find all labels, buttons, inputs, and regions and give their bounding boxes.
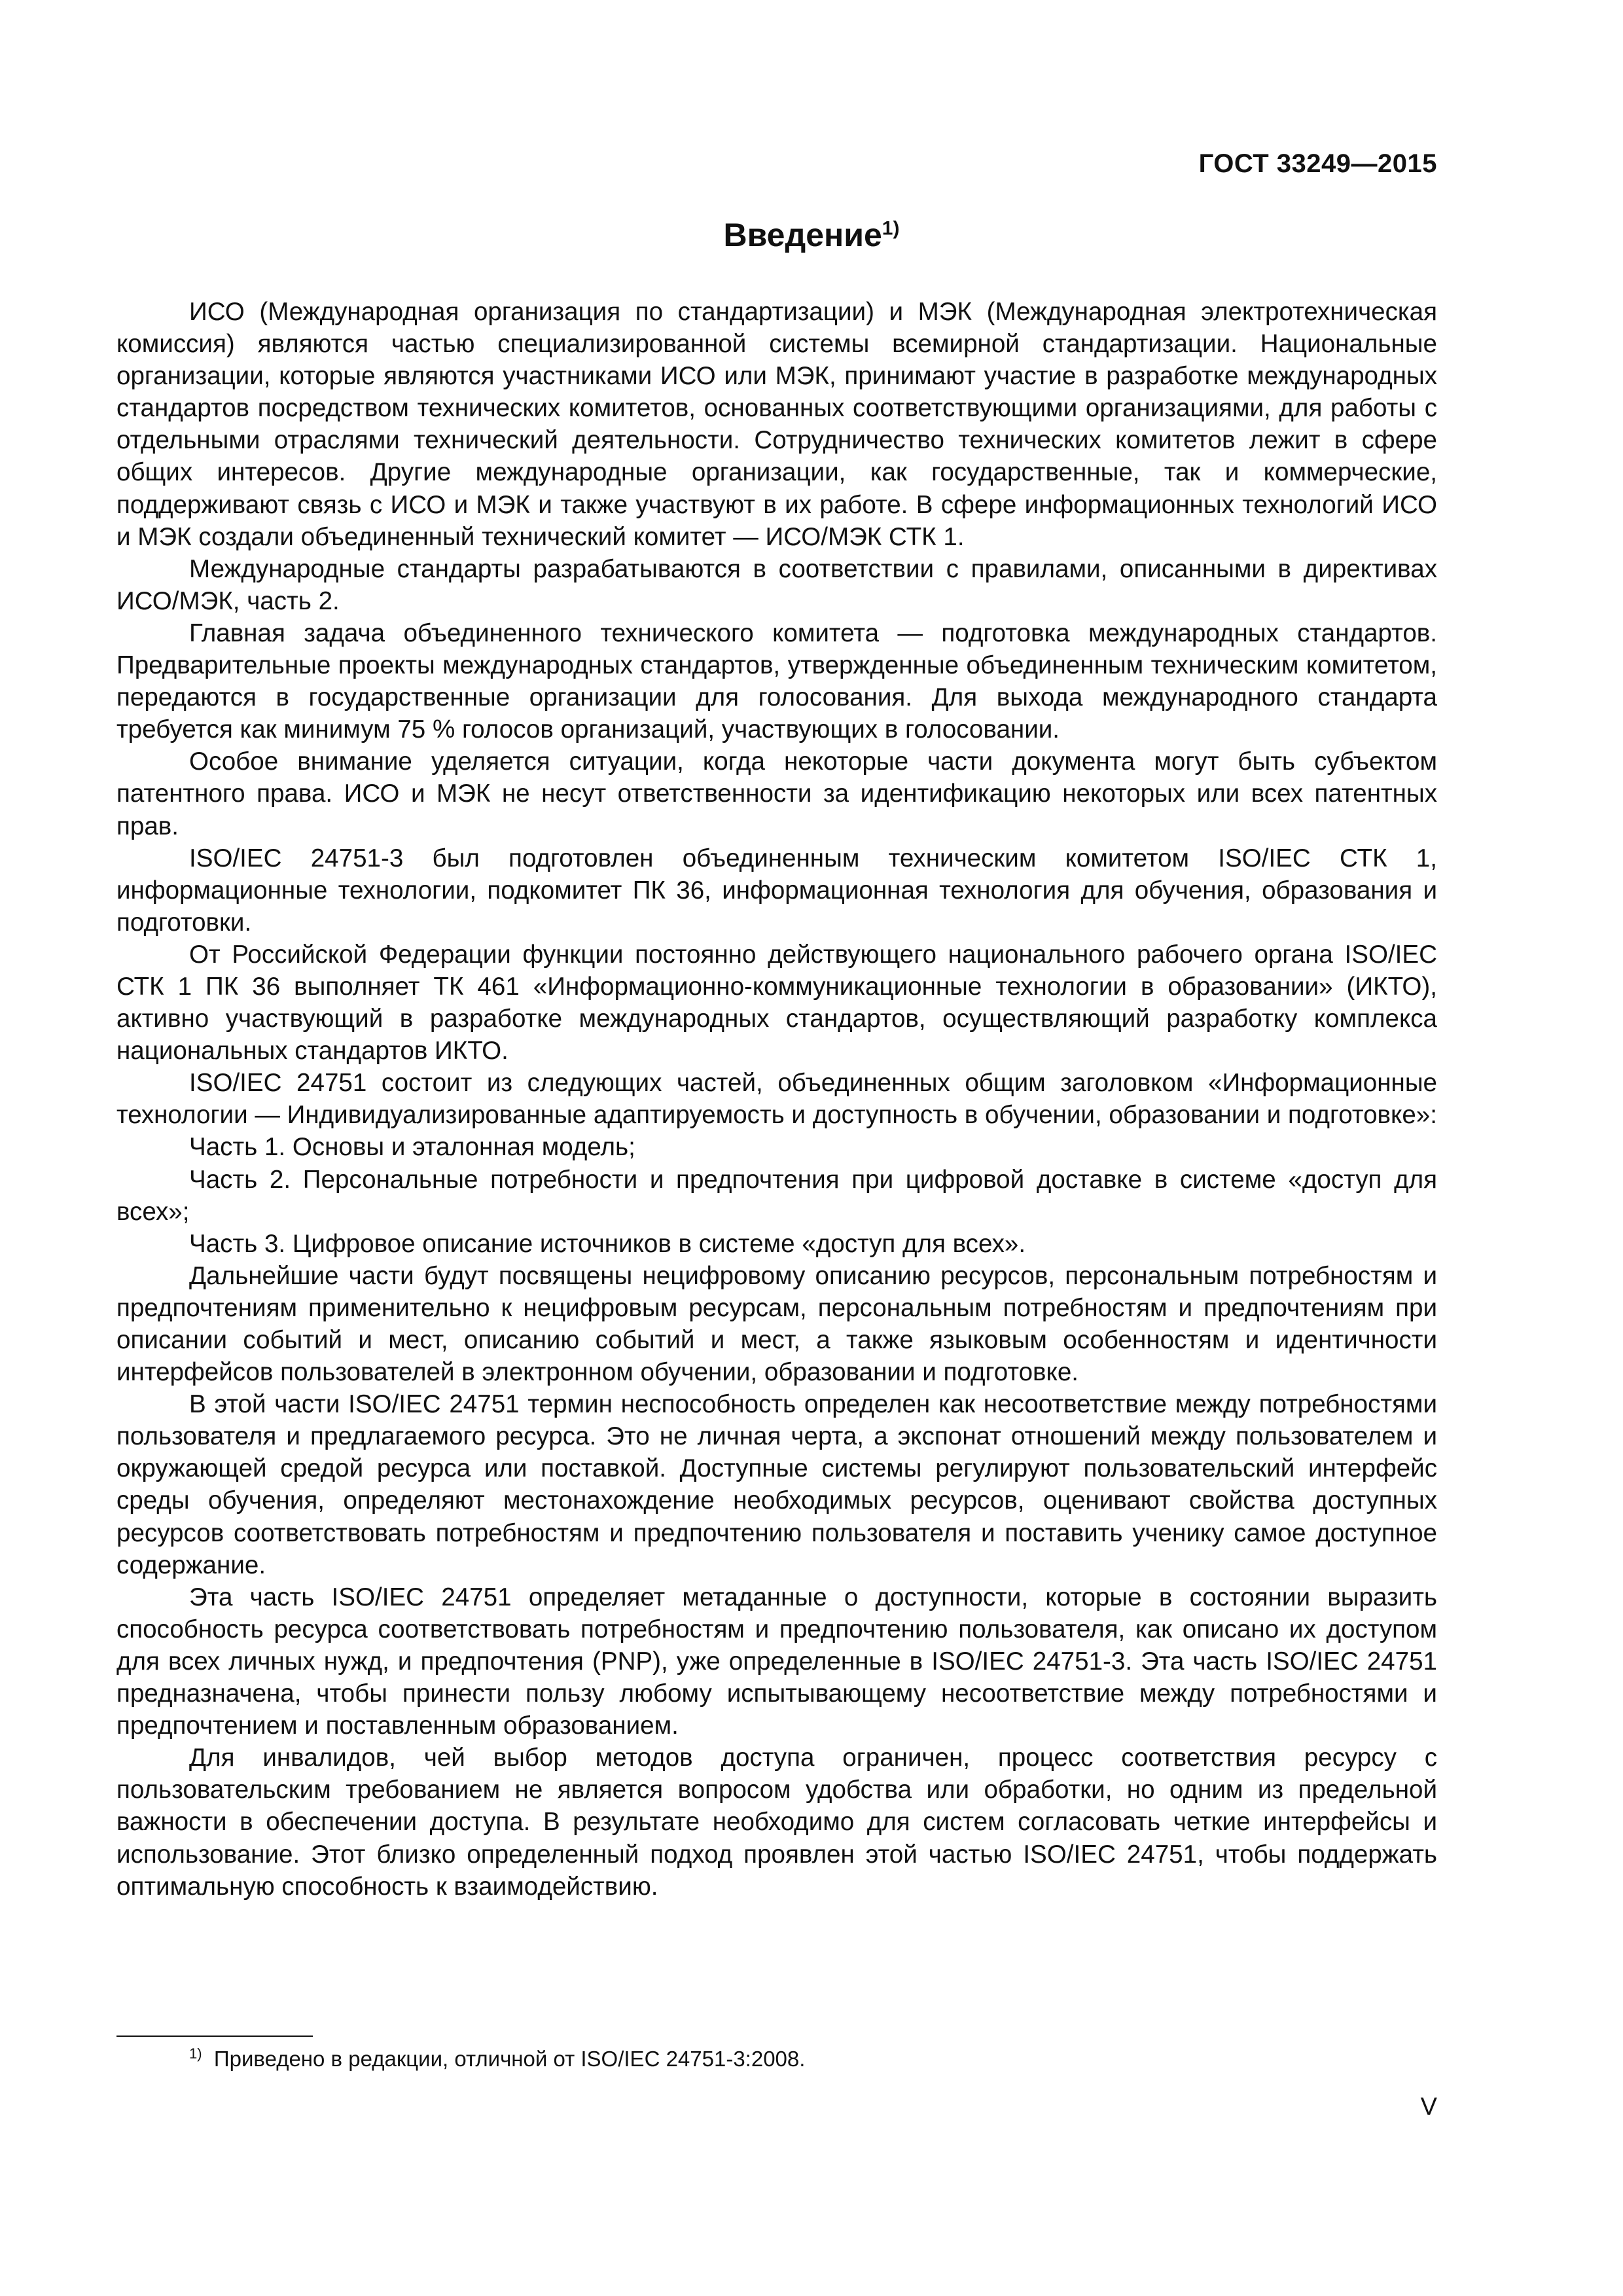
paragraph-patent-rights: Особое внимание уделяется ситуации, когда некоторые части документа могут быть субъектом патентного права. ИСО и МЭК не несут ответственности за идентификацию некоторых или всех патентных прав. <box>116 747 1437 840</box>
paragraph-prepared-by: ISO/IEC 24751-3 был подготовлен объединенным техническим комитетом ISO/IEC СТК 1, информационные технологии, подкомитет ПК 36, информационная технология для обучения, образования и подготовки. <box>116 844 1437 937</box>
footnote-mark: 1) <box>189 2045 202 2062</box>
paragraph-russian-federation: От Российской Федерации функции постоянно действующего национального рабочего органа ISO/IEC СТК 1 ПК 36 выполняет ТК 461 «Информационно-коммуникационные технологии в образовании» (ИКТО), активно участвующий в разработке международных стандартов, осуществляющий разработку комплекса национальных стандартов ИКТО. <box>116 940 1437 1066</box>
paragraph-directives: Международные стандарты разрабатываются в соответствии с правилами, описанными в директивах ИСО/МЭК, часть 2. <box>116 554 1437 615</box>
paragraph-part-3: Часть 3. Цифровое описание источников в системе «доступ для всех». <box>189 1229 1026 1258</box>
paragraph-committee-task: Главная задача объединенного технического комитета — подготовка международных стандартов. Предварительные проекты международных стандартов, утвержденные объединенным техническим комитетом, передаются в государственные организации для голосования. Для выхода международного стандарта требуется как минимум 75 % голосов организаций, участвующих в голосовании. <box>116 619 1437 744</box>
section-title <box>0 216 1623 254</box>
paragraph-parts-intro: ISO/IEC 24751 состоит из следующих частей, объединенных общим заголовком «Информационные технологии — Индивидуализированные адаптируемость и доступность в обучении, образовании и подготовке»: <box>116 1069 1437 1130</box>
section-title-text: Введение <box>723 217 882 253</box>
document-code: ГОСТ 33249—2015 <box>1198 149 1437 178</box>
paragraph-part-2: Часть 2. Персональные потребности и предпочтения при цифровой доставке в системе «доступ для всех»; <box>116 1165 1437 1226</box>
footnote-text: Приведено в редакции, отличной от ISO/IEC 24751-3:2008. <box>213 2047 806 2071</box>
paragraph-further-parts: Дальнейшие части будут посвящены нецифровому описанию ресурсов, персональным потребностям и предпочтениям применительно к нецифровым ресурсам, персональным потребностям и предпочтениям при описании событий и мест, описанию событий и мест, а также языковым особенностям и идентичности интерфейсов пользователей в электронном обучении, образовании и подготовке. <box>116 1261 1437 1387</box>
page-number: V <box>1420 2093 1437 2121</box>
paragraph-part-1: Часть 1. Основы и эталонная модель; <box>189 1133 635 1162</box>
paragraph-metadata: Эта часть ISO/IEC 24751 определяет метаданные о доступности, которые в состоянии выразить способность ресурса соответствовать потребностям и предпочтению пользователя, как описано их доступом для всех личных нужд, и предпочтения (PNP), уже определенные в ISO/IEC 24751-3. Эта часть ISO/IEC 24751 предназначена, чтобы принести пользу любому испытывающему несоответствие между потребностями и предпочтением и поставленным образованием. <box>116 1583 1437 1740</box>
footnote <box>189 2046 805 2072</box>
footnote-divider <box>116 2036 313 2037</box>
footnote-reference: 1) <box>882 217 900 240</box>
paragraph-iso-iec-organization: ИСО (Международная организация по стандартизации) и МЭК (Международная электротехническая комиссия) являются частью специализированной системы всемирной стандартизации. Национальные организации, которые являются участниками ИСО или МЭК, принимают участие в разработке международных стандартов посредством технических комитетов, основанных соответствующими организациями, для работы с отдельными отраслями технический деятельности. Сотрудничество технических комитетов лежит в сфере общих интересов. Другие международные организации, как государственные, так и коммерческие, поддерживают связь с ИСО и МЭК и также участвуют в их работе. В сфере информационных технологий ИСО и МЭК создали объединенный технический комитет — ИСО/МЭК СТК 1. <box>116 298 1437 551</box>
body-text <box>116 296 1437 1903</box>
paragraph-disabled-users: Для инвалидов, чей выбор методов доступа ограничен, процесс соответствия ресурсу с пользовательским требованием не является вопросом удобства или обработки, но одним из предельной важности в обеспечении доступа. В результате необходимо для систем согласовать четкие интерфейсы и использование. Этот близко определенный подход проявлен этой частью ISO/IEC 24751, чтобы поддержать оптимальную способность к взаимодействию. <box>116 1744 1437 1901</box>
paragraph-disability-term: В этой части ISO/IEC 24751 термин неспособность определен как несоответствие между потребностями пользователя и предлагаемого ресурса. Это не личная черта, а экспонат отношений между пользователем и окружающей средой ресурса или поставкой. Доступные системы регулируют пользовательский интерфейс среды обучения, определяют местонахождение необходимых ресурсов, оценивают свойства доступных ресурсов соответствовать потребностям и предпочтению пользователя и поставить ученику самое доступное содержание. <box>116 1390 1437 1579</box>
